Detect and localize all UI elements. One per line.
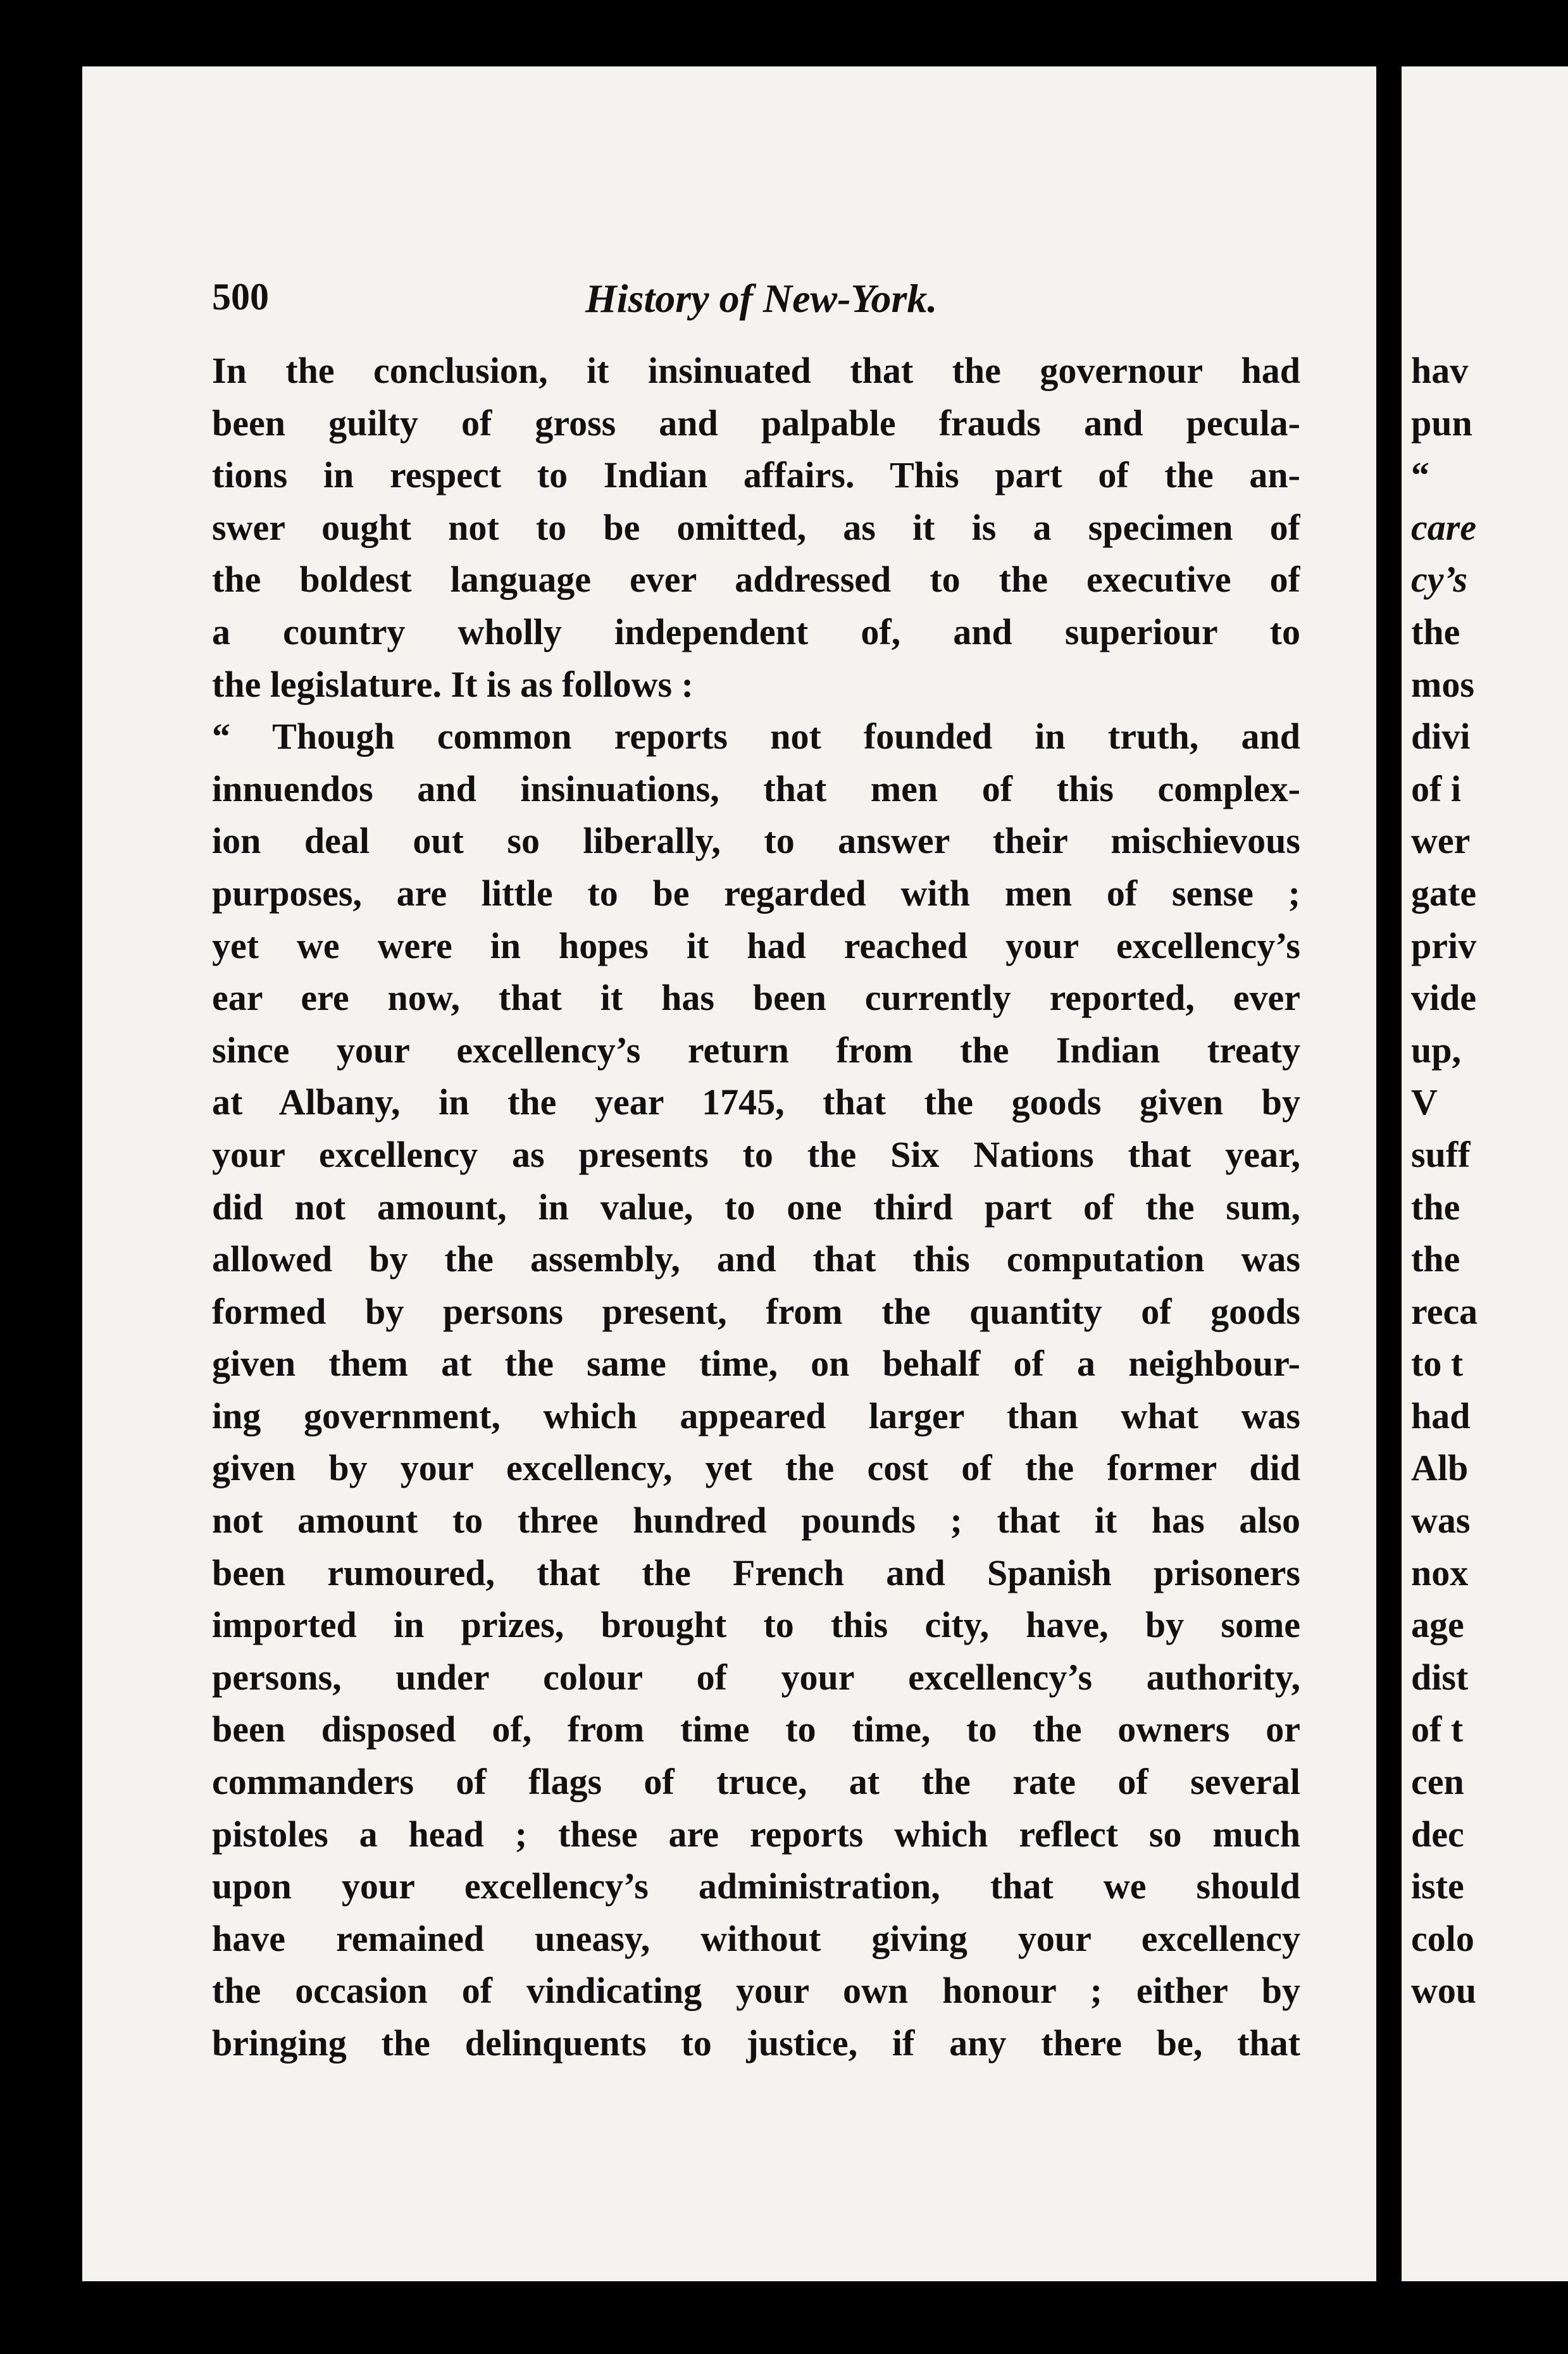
text-fragment: priv (1411, 925, 1477, 966)
text-fragment: dec (1411, 1813, 1464, 1855)
text-fragment: cy’s (1411, 559, 1468, 601)
text-fragment: iste (1411, 1865, 1464, 1907)
text-line: given them at the same time, on behalf of a neighbour- (212, 1343, 1300, 1385)
body-text (212, 345, 1300, 2070)
right-page-text (1411, 345, 1568, 2017)
text-line: have remained uneasy, without giving your excellency (212, 1917, 1300, 1959)
text-line: commanders of flags of truce, at the rate of several (212, 1761, 1300, 1803)
text-fragment: pun (1411, 402, 1472, 444)
text-fragment: Alb (1411, 1447, 1469, 1489)
text-fragment: cen (1411, 1761, 1464, 1803)
text-line: ear ere now, that it has been currently reported, ever (212, 977, 1300, 1019)
text-fragment: up, (1411, 1029, 1462, 1071)
text-fragment: wou (1411, 1970, 1477, 2012)
running-title: History of New-York. (585, 276, 938, 321)
text-fragment: age (1411, 1604, 1464, 1646)
text-line: persons, under colour of your excellency’s authority, (212, 1656, 1300, 1698)
text-line: been disposed of, from time to time, to the owners or (212, 1709, 1300, 1750)
text-fragment: nox (1411, 1552, 1469, 1593)
text-line: imported in prizes, brought to this city, have, by some (212, 1604, 1300, 1646)
text-fragment: the (1411, 1238, 1460, 1280)
text-line: not amount to three hundred pounds ; that it has also (212, 1500, 1300, 1541)
text-line: your excellency as presents to the Six Nations that year, (212, 1133, 1300, 1175)
text-fragment: hav (1411, 350, 1469, 391)
text-fragment: gate (1411, 872, 1477, 914)
left-page (82, 66, 1376, 2281)
text-fragment: had (1411, 1395, 1471, 1436)
text-line: the boldest language ever addressed to the executive of (212, 559, 1300, 601)
running-head (212, 275, 1300, 345)
text-line: pistoles a head ; these are reports which reflect so much (212, 1813, 1300, 1855)
text-line: given by your excellency, yet the cost of the former did (212, 1447, 1300, 1489)
text-line: innuendos and insinuations, that men of this complex- (212, 768, 1300, 809)
text-line: ing government, which appeared larger than what was (212, 1395, 1300, 1436)
text-fragment: of i (1411, 768, 1461, 809)
text-line: “ Though common reports not founded in truth, and (212, 716, 1300, 757)
text-fragment: wer (1411, 820, 1471, 862)
text-fragment: vide (1411, 977, 1477, 1019)
text-line: allowed by the assembly, and that this computation was (212, 1238, 1300, 1280)
text-line: the legislature. It is as follows : (212, 663, 694, 705)
text-line: since your excellency’s return from the Indian treaty (212, 1029, 1300, 1071)
text-fragment: “ (1411, 454, 1429, 496)
text-line: tions in respect to Indian affairs. This part of the an- (212, 454, 1300, 496)
text-fragment: divi (1411, 716, 1471, 757)
text-fragment: colo (1411, 1917, 1474, 1959)
text-line: at Albany, in the year 1745, that the goods given by (212, 1081, 1300, 1123)
text-fragment: the (1411, 1186, 1460, 1228)
text-fragment: to t (1411, 1343, 1464, 1385)
text-line: a country wholly independent of, and superiour to (212, 611, 1300, 652)
text-line: the occasion of vindicating your own honour ; either by (212, 1970, 1300, 2012)
text-line: purposes, are little to be regarded with men of sense ; (212, 872, 1300, 914)
text-fragment: care (1411, 506, 1477, 548)
text-fragment: was (1411, 1500, 1471, 1541)
text-fragment: reca (1411, 1290, 1478, 1332)
text-line: bringing the delinquents to justice, if any there be, that (212, 2022, 1300, 2064)
text-line: ion deal out so liberally, to answer their mischievous (212, 820, 1300, 862)
text-line: been guilty of gross and palpable frauds and pecula- (212, 402, 1300, 444)
text-line: swer ought not to be omitted, as it is a specimen of (212, 506, 1300, 548)
text-fragment: V (1411, 1081, 1438, 1123)
text-fragment: dist (1411, 1656, 1469, 1698)
page-number: 500 (212, 276, 269, 318)
text-fragment: suff (1411, 1133, 1471, 1175)
text-line: formed by persons present, from the quantity of goods (212, 1290, 1300, 1332)
right-page (1402, 66, 1568, 2281)
text-line: In the conclusion, it insinuated that the governour had (212, 350, 1300, 391)
text-line: did not amount, in value, to one third part of the sum, (212, 1186, 1300, 1228)
text-line: upon your excellency’s administration, that we should (212, 1865, 1300, 1907)
text-fragment: the (1411, 611, 1460, 652)
text-fragment: of t (1411, 1709, 1464, 1750)
text-line: yet we were in hopes it had reached your excellency’s (212, 925, 1300, 966)
text-fragment: mos (1411, 663, 1474, 705)
text-line: been rumoured, that the French and Spanish prisoners (212, 1552, 1300, 1593)
